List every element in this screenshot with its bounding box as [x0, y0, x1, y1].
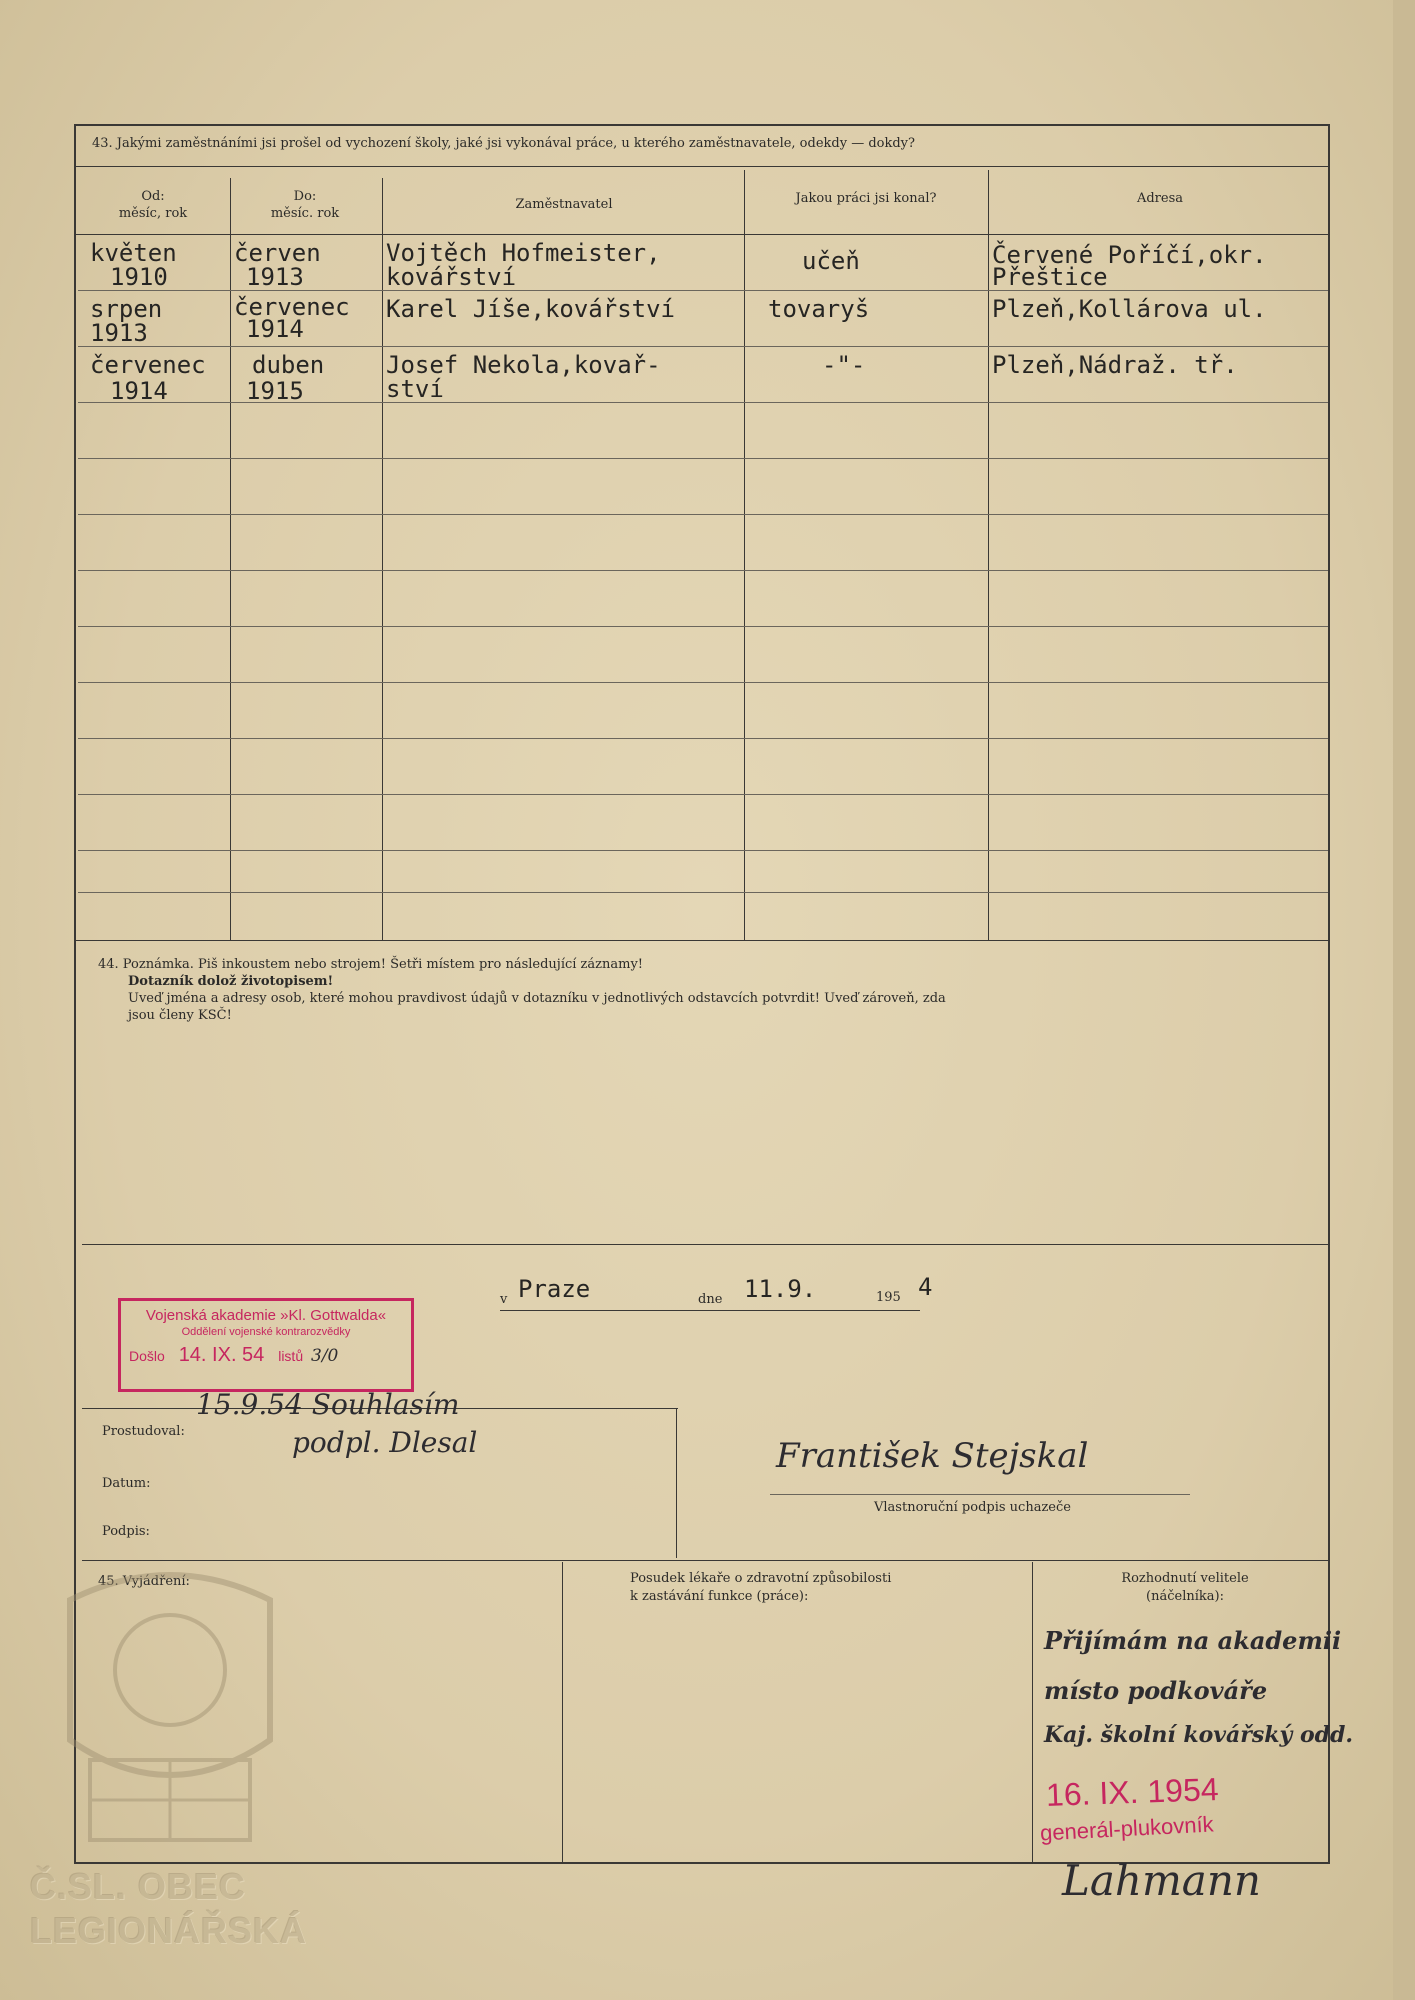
- decision-stamp-date: 16. IX. 1954: [1045, 1770, 1220, 1814]
- legion-emblem: [30, 1560, 310, 1960]
- row-line: [78, 682, 1328, 683]
- emblem-line1: Č.SL. OBEC: [30, 1866, 247, 1907]
- section43-question: 43. Jakými zaměstnáními jsi prošel od vychození školy, jaké jsi vykonával práce, u kterého zaměstnavatele, odekdy — dokdy?: [92, 136, 915, 151]
- place-line: [500, 1310, 920, 1311]
- row-line: [78, 850, 1328, 851]
- row1-work: učeň: [802, 247, 860, 275]
- review-hand-line2: podpl. Dlesal: [292, 1426, 478, 1459]
- section44-note: [98, 956, 1308, 1024]
- col-work-header: Jakou práci jsi konal?: [795, 191, 937, 206]
- stamp-line2: Oddělení vojenské kontrarozvědky: [181, 1326, 351, 1338]
- row-line: [78, 738, 1328, 739]
- stamp-sheets-label: listů: [278, 1348, 304, 1364]
- commander-line2: (náčelníka):: [1146, 1589, 1224, 1604]
- divider: [82, 1244, 1328, 1245]
- col-employer-header: Zaměstnavatel: [515, 197, 613, 212]
- row3-address-line1: Plzeň,Nádraž. tř.: [992, 351, 1238, 379]
- review-hand-line1: 15.9.54 Souhlasím: [196, 1388, 460, 1421]
- commander-signature: Lahmann: [1062, 1856, 1261, 1905]
- note-line3: Uveď jména a adresy osob, které mohou pravdivost údajů v dotazníku v jednotlivých odstavcích potvrdit! Uveď zároveň, zda: [128, 991, 946, 1006]
- col-address-header: Adresa: [1136, 191, 1184, 206]
- row-line: [78, 514, 1328, 515]
- doctor-opinion-label: [630, 1570, 891, 1606]
- row1-address-line2: Přeštice: [992, 263, 1108, 291]
- row-line: [78, 458, 1328, 459]
- row3-do-year: 1915: [246, 377, 304, 405]
- signature-line: [770, 1494, 1190, 1495]
- row2-address-line1: Plzeň,Kollárova ul.: [992, 295, 1267, 323]
- label-podpis: Podpis:: [102, 1524, 150, 1539]
- row2-work: tovaryš: [768, 295, 870, 323]
- year-prefix: 195: [876, 1290, 901, 1305]
- row2-od-month: srpen: [90, 295, 163, 323]
- col-line: [744, 170, 745, 940]
- row3-work: -"-: [822, 351, 866, 379]
- label-datum: Datum:: [102, 1476, 151, 1491]
- row1-od-year: 1910: [110, 263, 168, 291]
- row-line: [78, 794, 1328, 795]
- commander-decision-label: [1040, 1570, 1330, 1606]
- doctor-line2: k zastávání funkce (práce):: [630, 1589, 809, 1604]
- row-line: [78, 626, 1328, 627]
- row-line: [78, 570, 1328, 571]
- decision-hand-line1: Přijímám na akademii: [1044, 1626, 1342, 1655]
- commander-line1: Rozhodnutí velitele: [1121, 1571, 1249, 1586]
- paper-edge: [1393, 0, 1415, 2000]
- decision-hand-line2: místo podkováře: [1044, 1676, 1268, 1705]
- stamp-sheets-value: 3/0: [311, 1346, 339, 1366]
- note-line2: Dotazník dolož životopisem!: [128, 974, 334, 989]
- label-vyjadreni: 45. Vyjádření:: [98, 1574, 190, 1589]
- row-line: [78, 346, 1328, 347]
- row1-do-month: červen: [234, 239, 321, 267]
- col-line: [382, 178, 383, 940]
- stamp-received-row: [129, 1344, 403, 1367]
- doctor-line1: Posudek lékaře o zdravotní způsobilosti: [630, 1571, 892, 1586]
- applicant-signature: František Stejskal: [776, 1436, 1089, 1476]
- col-do-header: Do: měsíc. rok: [270, 189, 340, 221]
- row2-employer-line1: Karel Jíše,kovářství: [386, 295, 675, 323]
- emblem-shield-icon: [30, 1560, 310, 1860]
- date-dne-label: dne: [698, 1292, 723, 1307]
- col-line: [1032, 1562, 1033, 1862]
- place-value: Praze: [518, 1275, 591, 1303]
- divider: [76, 166, 1328, 167]
- row1-od-month: květen: [90, 239, 177, 267]
- divider: [76, 234, 1328, 235]
- note-line1: 44. Poznámka. Piš inkoustem nebo strojem! Šetři místem pro následující záznamy!: [98, 957, 644, 972]
- year-suffix: 4: [918, 1273, 933, 1301]
- row3-od-year: 1914: [110, 377, 168, 405]
- note-line4: jsou členy KSČ!: [128, 1008, 232, 1023]
- stamp-received-date: 14. IX. 54: [178, 1344, 265, 1366]
- row3-do-month: duben: [252, 351, 325, 379]
- review-right-line: [676, 1408, 677, 1558]
- stamp-received-label: Došlo: [129, 1348, 165, 1364]
- emblem-line2: LEGIONÁŘSKÁ: [30, 1910, 308, 1951]
- row3-od-month: červenec: [90, 351, 206, 379]
- row1-employer-line2: kovářství: [386, 263, 517, 291]
- stamp-line1: Vojenská akademie »Kl. Gottwalda«: [145, 1307, 387, 1324]
- col-od-header: Od: měsíc, rok: [118, 189, 188, 221]
- date-value: 11.9.: [744, 1275, 817, 1303]
- signature-caption: Vlastnoruční podpis uchazeče: [874, 1500, 1071, 1515]
- row1-address-line1: Červené Poříčí,okr.: [992, 241, 1267, 269]
- row2-do-month: červenec: [234, 293, 350, 321]
- col-line: [230, 178, 231, 940]
- col-line: [562, 1562, 563, 1862]
- row2-od-year: 1913: [90, 319, 148, 347]
- place-v-label: v: [500, 1292, 508, 1307]
- decision-hand-line3: Kaj. školní kovářský odd.: [1044, 1722, 1354, 1748]
- row-line: [78, 892, 1328, 893]
- row3-employer-line1: Josef Nekola,kovař-: [386, 351, 661, 379]
- row2-do-year: 1914: [246, 315, 304, 343]
- col-line: [988, 170, 989, 940]
- row1-employer-line1: Vojtěch Hofmeister,: [386, 239, 661, 267]
- received-stamp: [118, 1298, 414, 1392]
- row1-do-year: 1913: [246, 263, 304, 291]
- divider: [76, 940, 1328, 941]
- row3-employer-line2: ství: [386, 375, 444, 403]
- decision-stamp-rank: generál-plukovník: [1039, 1811, 1215, 1846]
- label-prostudoval: Prostudoval:: [102, 1424, 185, 1439]
